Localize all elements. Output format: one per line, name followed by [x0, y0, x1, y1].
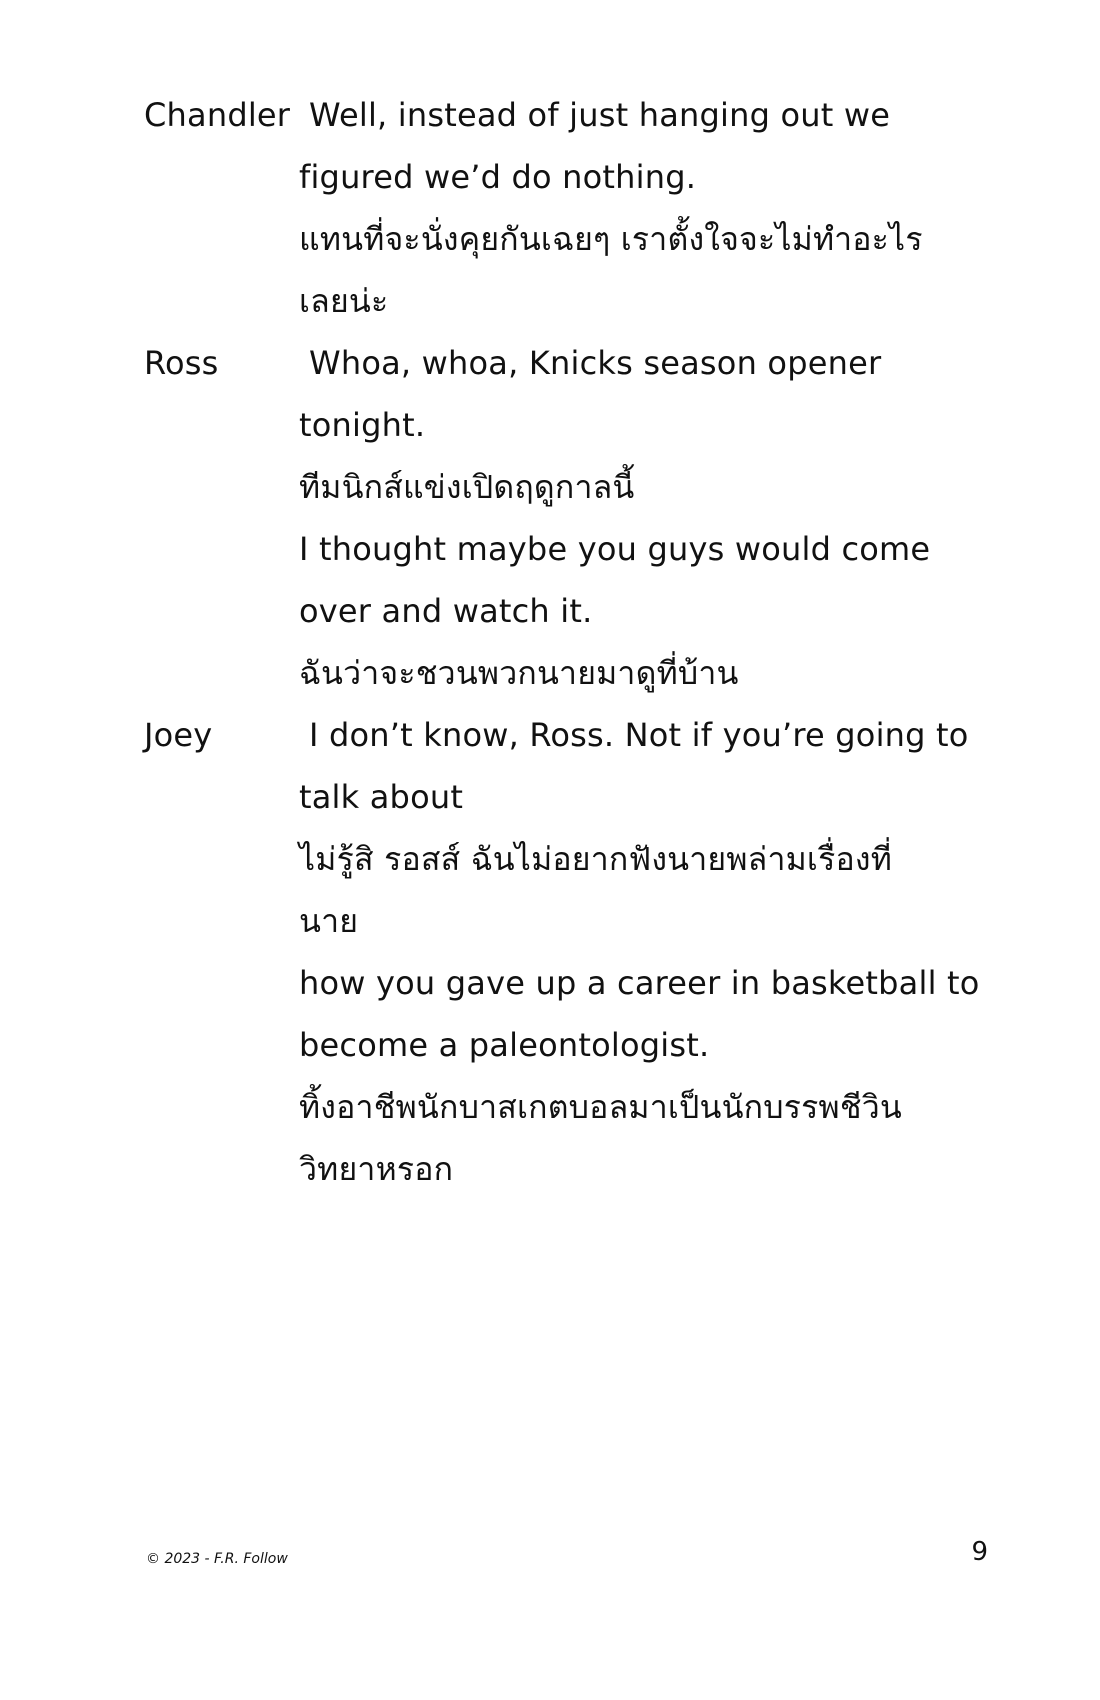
- dialogue-line-thai: ทีมนิกส์แข่งเปิดฤดูกาลนี้: [299, 468, 635, 506]
- speaker-chandler: Chandler: [144, 96, 291, 134]
- dialogue-line-thai: แทนที่จะนั่งคุยกันเฉยๆ เราตั้งใจจะไม่ทำอะไร: [299, 220, 923, 258]
- dialogue-line: talk about: [299, 778, 464, 816]
- page-number: 9: [971, 1537, 988, 1567]
- dialogue-line: become a paleontologist.: [299, 1026, 710, 1064]
- dialogue-line: Well, instead of just hanging out we: [309, 96, 891, 134]
- dialogue-line-thai: ฉันว่าจะชวนพวกนายมาดูที่บ้าน: [299, 654, 739, 692]
- dialogue-line: figured we’d do nothing.: [299, 158, 697, 196]
- dialogue-line: I thought maybe you guys would come: [299, 530, 931, 568]
- dialogue-line: tonight.: [299, 406, 426, 444]
- dialogue-line: Whoa, whoa, Knicks season opener: [309, 344, 882, 382]
- dialogue-line-thai: ไม่รู้สิ รอสส์ ฉันไม่อยากฟังนายพล่ามเรื่องที่: [299, 840, 892, 878]
- dialogue-line: how you gave up a career in basketball to: [299, 964, 980, 1002]
- dialogue-line-thai: ทิ้งอาชีพนักบาสเกตบอลมาเป็นนักบรรพชีวิน: [299, 1088, 902, 1126]
- dialogue-line: over and watch it.: [299, 592, 593, 630]
- speaker-joey: Joey: [144, 716, 213, 754]
- copyright-notice: © 2023 - F.R. Follow: [146, 1551, 288, 1567]
- dialogue-line-thai: นาย: [299, 902, 359, 940]
- dialogue-line-thai: วิทยาหรอก: [299, 1150, 454, 1188]
- dialogue-line-thai: เลยน่ะ: [299, 282, 389, 320]
- speaker-ross: Ross: [144, 344, 219, 382]
- dialogue-line: I don’t know, Ross. Not if you’re going to: [309, 716, 969, 754]
